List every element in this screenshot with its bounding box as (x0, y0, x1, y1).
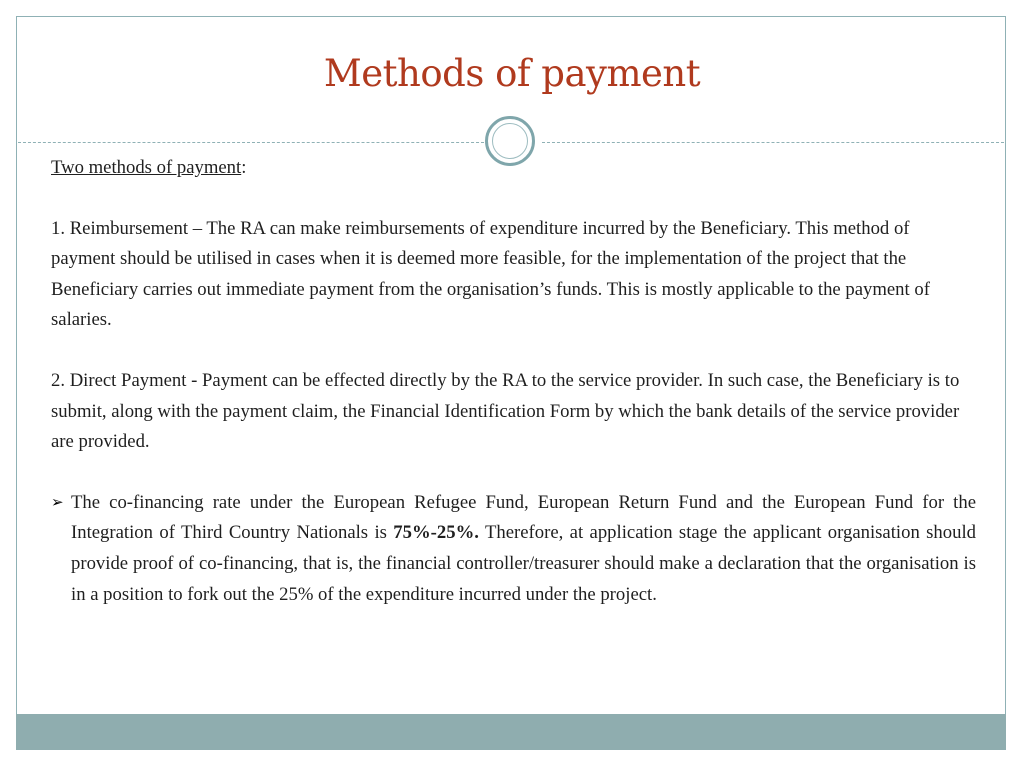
intro-heading-colon: : (241, 157, 247, 178)
slide-body (51, 153, 976, 610)
title-divider-left (18, 142, 484, 143)
reimbursement-paragraph: 1. Reimbursement – The RA can make reimbursements of expenditure incurred by the Beneficiary. This method of payment should be utilised in cases when it is deemed more feasible, for the implementation of the project that the Beneficiary carries out immediate payment from the organisation’s funds. This is mostly applicable to the payment of salaries. (51, 217, 930, 331)
arrow-right-icon: ➢ (51, 494, 64, 511)
cofinancing-text-1: The co-financing rate under the European Refugee Fund, European Return Fund and the European Fund for the Integration of Third Country Nationals is (71, 491, 976, 544)
intro-heading (51, 153, 976, 184)
title-divider-right (542, 142, 1004, 143)
cofinancing-bullet (51, 488, 976, 610)
cofinancing-text-2: Therefore, at application stage the applicant organisation should provide proof of co-financing, that is, the financial controller/treasurer should make a declaration that the organisation is in a position to fork out the 25% of the expenditure incurred under the project. (71, 522, 976, 605)
slide-title: Methods of payment (323, 52, 701, 95)
direct-payment-paragraph: 2. Direct Payment - Payment can be effected directly by the RA to the service provider. In such case, the Beneficiary is to submit, along with the payment claim, the Financial Identification Form by which the bank details of the service provider are provided. (51, 369, 960, 453)
cofinancing-rate: 75%-25%. (393, 522, 479, 544)
footer-bar (16, 714, 1006, 750)
intro-heading-text: Two methods of payment (51, 157, 242, 178)
